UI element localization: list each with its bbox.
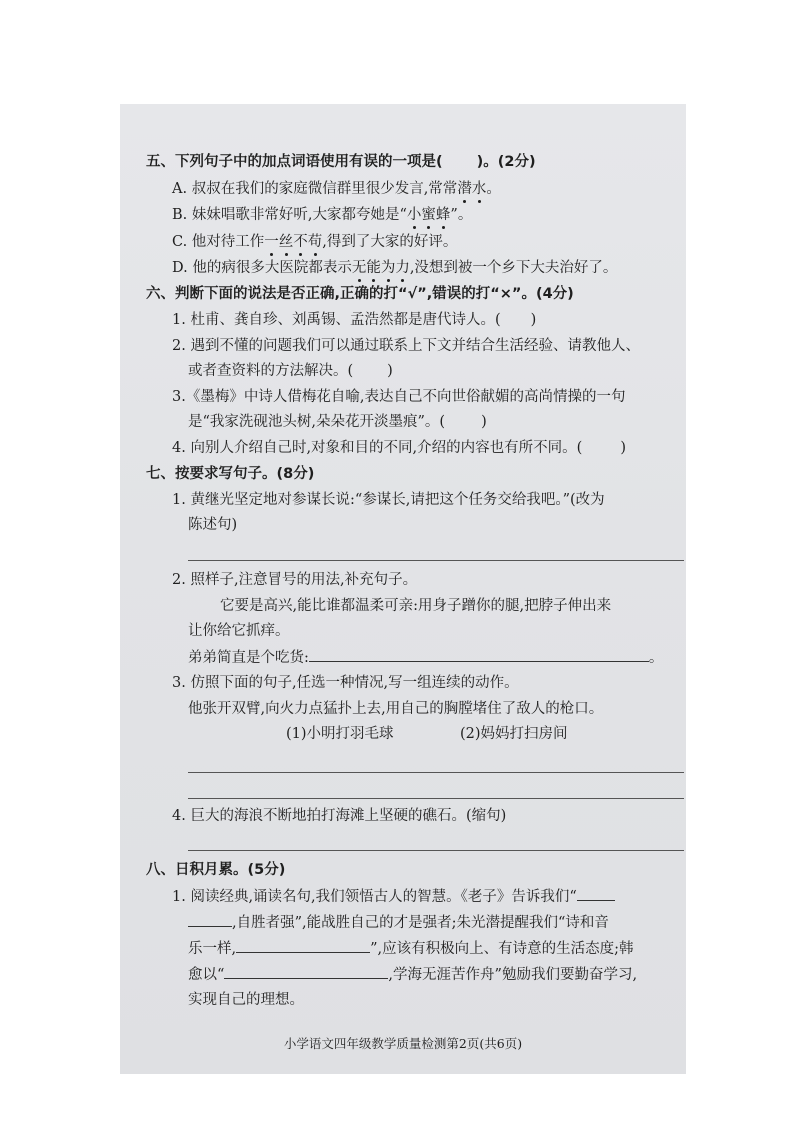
period: 。	[648, 650, 664, 666]
q7-s2-example-1: 它要是高兴,能比谁都温柔可亲:用身子蹭你的腿,把脖子伸出来	[220, 598, 612, 614]
q5-option-c	[172, 232, 457, 252]
option-b-end: ”。	[450, 207, 473, 223]
q7-s2-line-1: 2. 照样子,注意冒号的用法,补充句子。	[172, 572, 418, 588]
dotted-char: 苟	[307, 234, 323, 250]
option-d-end: ,没想到被一个乡下大夫治好了。	[409, 260, 618, 276]
q7-s3-answer-line-1[interactable]	[188, 772, 684, 773]
q8-line-4	[188, 964, 637, 985]
exam-page	[120, 104, 686, 1074]
q8-blank-1b[interactable]	[188, 912, 232, 927]
q5-title-text: 五、下列句子中的加点词语使用有误的一项是(	[146, 154, 443, 170]
option-a-text: A. 叔叔在我们的家庭微信群里很少发言,常常	[172, 181, 458, 197]
paren-close: )	[387, 363, 393, 379]
dotted-char: 为	[380, 260, 396, 276]
q6-item-1	[172, 310, 536, 330]
q8-line-3-text: 乐一样,	[188, 941, 237, 957]
dotted-char: 能	[366, 260, 381, 276]
option-c-text: C. 他对待工作	[172, 234, 265, 250]
q7-s2-fill	[188, 647, 663, 668]
dotted-char: 一	[264, 234, 279, 250]
q7-s1-answer-line[interactable]	[188, 560, 684, 561]
q6-item-1-text: 1. 杜甫、龚自珍、刘禹锡、孟浩然都是唐代诗人。(	[172, 312, 501, 328]
q7-s1-line-2: 陈述句)	[188, 517, 238, 533]
dotted-char: 不	[293, 234, 308, 250]
q5-option-a	[172, 179, 501, 199]
option-d-text: D. 他的病很多大医院都表示	[172, 260, 352, 276]
q7-s2-fill-blank[interactable]	[309, 647, 649, 662]
q7-s3-line-1: 3. 仿照下面的句子,任选一种情况,写一组连续的动作。	[172, 675, 519, 691]
q8-blank-2[interactable]	[236, 938, 370, 953]
q5-option-d	[172, 258, 617, 278]
q6-item-3-text: 是“我家洗砚池头树,朵朵花开淡墨痕”。(	[188, 414, 446, 430]
q7-s3-example: 他张开双臂,向火力点猛扑上去,用自己的胸膛堵住了敌人的枪口。	[188, 701, 604, 717]
q6-item-3-line-2	[188, 412, 487, 432]
dotted-char: 力	[395, 260, 410, 276]
option-a-end: 。	[486, 181, 501, 197]
dotted-char: 潜	[457, 181, 472, 197]
q8-line-4-end: ,学海无涯苦作舟”勉励我们要勤奋学习,	[388, 967, 638, 983]
q7-s2-fill-text: 弟弟简直是个吃货:	[188, 650, 309, 666]
q5-score: )。(2分)	[476, 154, 536, 170]
q6-item-2-line-2	[188, 361, 393, 381]
dotted-char: 丝	[278, 234, 294, 250]
dotted-char: 蜜	[421, 207, 436, 223]
dotted-char: 无	[351, 260, 367, 276]
paren-close: )	[481, 414, 487, 430]
q7-s3-option-1: (1)小明打羽毛球	[286, 726, 394, 742]
option-c-end: ,得到了大家的好评。	[322, 234, 458, 250]
dotted-char: 水	[471, 181, 487, 197]
q6-item-2-line-1: 2. 遇到不懂的问题我们可以通过联系上下文并结合生活经验、请教他人、	[172, 338, 640, 354]
exam-content	[120, 104, 686, 1074]
q5-title	[146, 152, 536, 172]
q6-item-4	[172, 438, 626, 458]
q6-title: 六、判断下面的说法是否正确,正确的打“√”,错误的打“×”。(4分)	[146, 286, 574, 302]
q8-blank-1a[interactable]	[577, 886, 615, 901]
q6-item-3-line-1: 3.《墨梅》中诗人借梅花自喻,表达自己不向世俗献媚的高尚情操的一句	[172, 389, 626, 405]
q7-s4: 4. 巨大的海浪不断地拍打海滩上坚硬的礁石。(缩句)	[172, 808, 507, 824]
q8-line-3	[188, 938, 634, 959]
q8-line-4-text: 愈以“	[188, 967, 225, 983]
q8-title: 八、日积月累。(5分)	[146, 862, 286, 878]
q6-item-2-text: 或者查资料的方法解决。(	[188, 363, 354, 379]
q8-line-2-text: ,自胜者强”,能战胜自己的才是强者;朱光潜提醒我们“诗和音	[232, 915, 609, 931]
q8-line-2	[188, 912, 609, 933]
q8-line-5: 实现自己的理想。	[188, 992, 304, 1008]
option-b-text: B. 妹妹唱歌非常好听,大家都夸她是“	[172, 207, 407, 223]
q8-blank-3[interactable]	[224, 964, 388, 979]
dotted-char: 蜂	[435, 207, 451, 223]
q7-s2-example-2: 让你给它抓痒。	[188, 623, 290, 639]
paren-close: )	[530, 312, 537, 328]
q8-line-1-text: 1. 阅读经典,诵读名句,我们领悟古人的智慧。《老子》告诉我们“	[172, 889, 577, 905]
q8-line-1	[172, 886, 615, 907]
q7-s3-answer-line-2[interactable]	[188, 798, 684, 799]
q7-title: 七、按要求写句子。(8分)	[146, 466, 315, 482]
q8-line-3-end: ”,应该有积极向上、有诗意的生活态度;韩	[370, 941, 634, 957]
q6-item-4-text: 4. 向别人介绍自己时,对象和目的不同,介绍的内容也有所不同。(	[172, 440, 583, 456]
q7-s4-answer-line[interactable]	[188, 850, 684, 851]
dotted-char: 小	[406, 207, 422, 223]
q7-s1-line-1: 1. 黄继光坚定地对参谋长说:“参谋长,请把这个任务交给我吧。”(改为	[172, 492, 605, 508]
paren-close: )	[620, 440, 626, 456]
q7-s3-option-2: (2)妈妈打扫房间	[460, 726, 568, 742]
q5-option-b	[172, 205, 472, 225]
page-footer: 小学语文四年级教学质量检测第2页(共6页)	[283, 1036, 523, 1051]
